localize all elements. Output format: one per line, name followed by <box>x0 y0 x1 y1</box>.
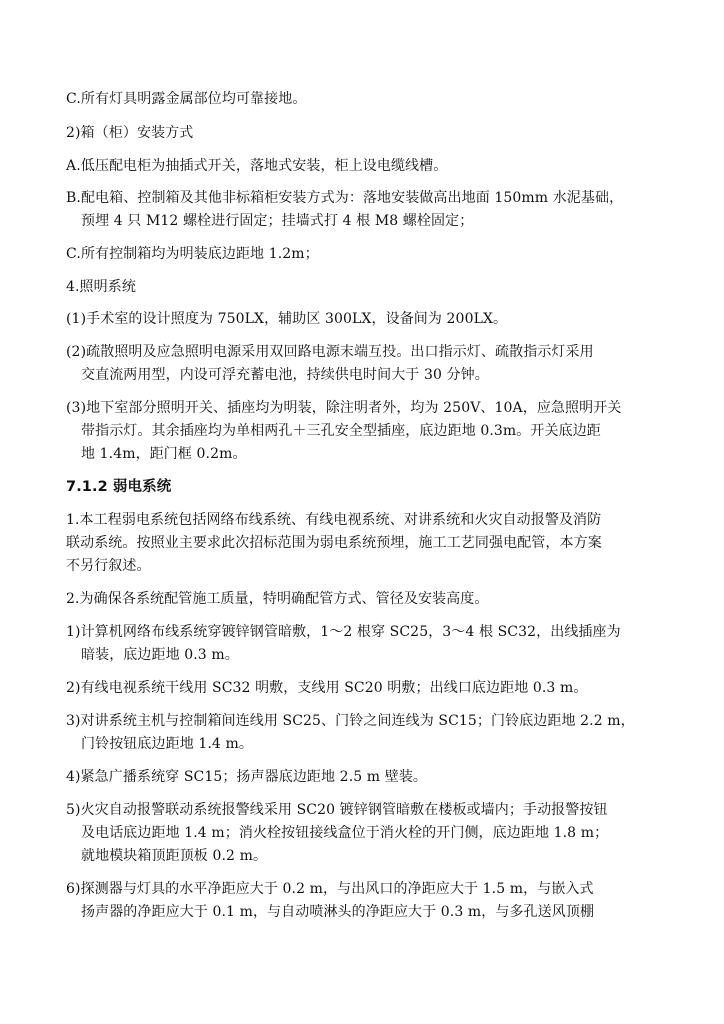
text-line: 4)紧急广播系统穿 SC15；扬声器底边距地 2.5 m 壁装。 <box>66 769 428 785</box>
text-line: 带指示灯。其余插座均为单相两孔＋三孔安全型插座，底边距地 0.3m。开关底边距 <box>81 423 601 439</box>
section-heading: 7.1.2 弱电系统 <box>66 479 172 495</box>
text-line: 1.本工程弱电系统包括网络布线系统、有线电视系统、对讲系统和火灾自动报警及消防 <box>66 512 602 528</box>
text-line: 及电话底边距地 1.4 m；消火栓按钮接线盒位于消火栓的开门侧，底边距地 1.8 m； <box>81 825 609 841</box>
text-line: 5)火灾自动报警联动系统报警线采用 SC20 镀锌钢管暗敷在楼板或墙内；手动报警按钮 <box>66 802 608 818</box>
text-line: 暗装，底边距地 0.3 m。 <box>81 647 239 663</box>
text-line: (2)疏散照明及应急照明电源采用双回路电源末端互投。出口指示灯、疏散指示灯采用 <box>66 344 594 360</box>
text-line: 2)有线电视系统干线用 SC32 明敷，支线用 SC20 明敷；出线口底边距地 0.3 m。 <box>66 680 588 696</box>
text-line: 门铃按钮底边距地 1.4 m。 <box>81 736 253 752</box>
text-line: 地 1.4m，距门框 0.2m。 <box>81 446 247 462</box>
text-line: A.低压配电柜为抽插式开关，落地式安装，柜上设电缆线槽。 <box>66 158 448 174</box>
text-line: 不另行叙述。 <box>66 558 151 574</box>
text-line: 预埋 4 只 M12 螺栓进行固定；挂墙式打 4 根 M8 螺栓固定； <box>81 213 474 229</box>
text-line: B.配电箱、控制箱及其他非标箱柜安装方式为：落地安装做高出地面 150mm 水泥基础， <box>66 190 624 206</box>
section-heading: 2)箱（柜）安装方式 <box>66 125 194 141</box>
text-line: (3)地下室部分照明开关、插座均为明装，除注明者外，均为 250V、10A，应急照明开关 <box>66 400 622 416</box>
text-line: 联动系统。按照业主要求此次招标范围为弱电系统预埋，施工工艺同强电配管，本方案 <box>66 535 602 551</box>
text-line: 扬声器的净距应大于 0.1 m，与自动喷淋头的净距应大于 0.3 m，与多孔送风顶棚 <box>81 904 595 920</box>
text-line: (1)手术室的设计照度为 750LX，辅助区 300LX，设备间为 200LX。 <box>66 311 508 327</box>
text-line: 6)探测器与灯具的水平净距应大于 0.2 m，与出风口的净距应大于 1.5 m，与嵌入式 <box>66 881 594 897</box>
text-line: 1)计算机网络布线系统穿镀锌钢管暗敷，1～2 根穿 SC25，3～4 根 SC32，出线插座为 <box>66 624 621 640</box>
text-line: 2.为确保各系统配管施工质量，特明确配管方式、管径及安装高度。 <box>66 591 489 607</box>
text-line: 3)对讲系统主机与控制箱间连线用 SC25、门铃之间连线为 SC15；门铃底边距地 2.2 m， <box>66 713 635 729</box>
section-heading: 4.照明系统 <box>66 279 136 295</box>
text-line: 交直流两用型，内设可浮充蓄电池，持续供电时间大于 30 分钟。 <box>81 367 489 383</box>
text-line: C.所有灯具明露金属部位均可靠接地。 <box>66 91 307 107</box>
text-line: C.所有控制箱均为明装底边距地 1.2m； <box>66 246 319 262</box>
text-line: 就地模块箱顶距顶板 0.2 m。 <box>81 848 268 864</box>
